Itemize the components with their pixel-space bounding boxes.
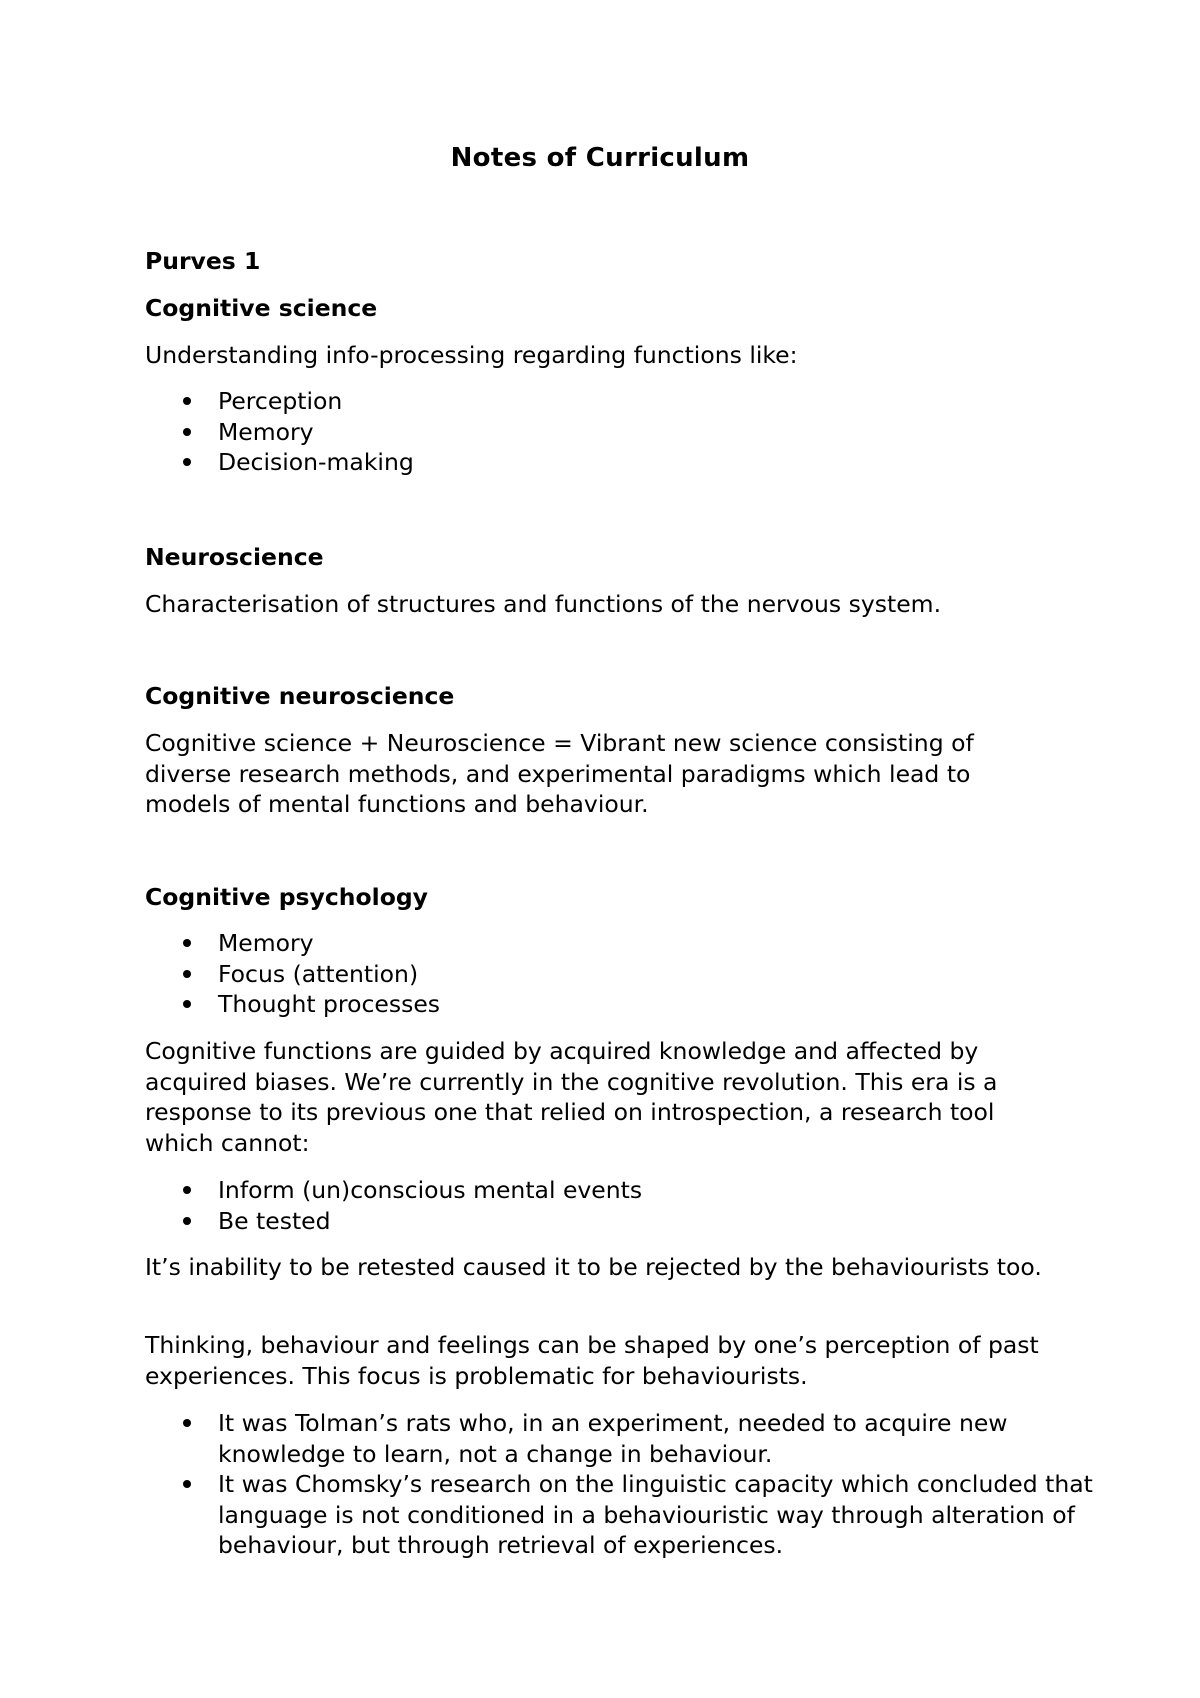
list-item: Decision-making	[145, 447, 1085, 478]
list-item: Be tested	[145, 1206, 1085, 1237]
section-heading-cognitive-neuroscience: Cognitive neuroscience	[145, 682, 455, 710]
cognitive-science-intro: Understanding info-processing regarding functions like:	[145, 341, 798, 369]
section-heading-cognitive-science: Cognitive science	[145, 294, 378, 322]
list-item: Memory	[145, 928, 1085, 959]
list-item: It was Tolman’s rats who, in an experiment, needed to acquire new knowledge to learn, not a change in behaviour.	[145, 1408, 1095, 1469]
cognitive-science-list	[145, 386, 1085, 478]
page-title: Notes of Curriculum	[450, 143, 750, 173]
cognitive-neuroscience-text: Cognitive science + Neuroscience = Vibrant new science consisting of diverse research methods, and experimental paradigms which lead to models of mental functions and behaviour.	[145, 729, 974, 818]
cognitive-psychology-paragraph-2: It’s inability to be retested caused it to be rejected by the behaviourists too.	[145, 1253, 1042, 1281]
list-item: Focus (attention)	[145, 959, 1085, 990]
list-item: It was Chomsky’s research on the linguistic capacity which concluded that language is not conditioned in a behaviouristic way through alteration of behaviour, but through retrieval of experiences.	[145, 1469, 1095, 1561]
chapter-heading: Purves 1	[145, 247, 261, 275]
cognitive-psychology-paragraph-1: Cognitive functions are guided by acquired knowledge and affected by acquired biases. We’re currently in the cognitive revolution. This era is a response to its previous one that relied on introspection, a research tool which cannot:	[145, 1037, 998, 1157]
cognitive-psychology-paragraph-3: Thinking, behaviour and feelings can be shaped by one’s perception of past experiences. This focus is problematic for behaviourists.	[145, 1331, 1039, 1390]
behaviourism-critique-list	[145, 1408, 1095, 1561]
section-heading-cognitive-psychology: Cognitive psychology	[145, 883, 428, 911]
list-item: Thought processes	[145, 989, 1085, 1020]
list-item: Perception	[145, 386, 1085, 417]
list-item: Memory	[145, 417, 1085, 448]
list-item: Inform (un)conscious mental events	[145, 1175, 1085, 1206]
cognitive-psychology-list	[145, 928, 1085, 1020]
section-heading-neuroscience: Neuroscience	[145, 543, 324, 571]
introspection-list	[145, 1175, 1085, 1236]
neuroscience-text: Characterisation of structures and functions of the nervous system.	[145, 590, 942, 618]
